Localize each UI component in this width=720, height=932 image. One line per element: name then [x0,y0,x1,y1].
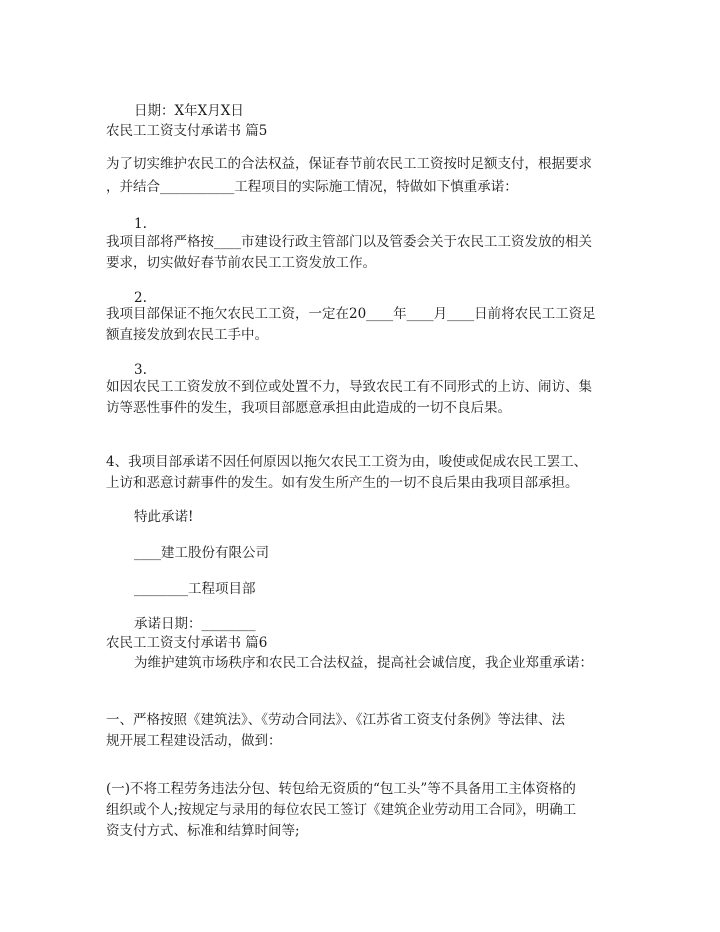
item-number: 1. [134,216,147,232]
paragraph-line: (一)不将工程劳务违法分包、转包给无资质的“包工头”等不具备用工主体资格的 [106,781,576,797]
paragraph-line: 我项目部保证不拖欠农民工工资，一定在20____年____月____日前将农民工工资足 [106,306,596,322]
paragraph-line: 为维护建筑市场秩序和农民工合法权益，提高社会诚信度，我企业郑重承诺： [134,655,593,671]
paragraph-line: 上访和恶意讨薪事件的发生。如有发生所产生的一切不良后果由我项目部承担。 [106,475,579,491]
closing-statement: 特此承诺! [134,509,194,525]
section-heading-6: 农民工工资支付承诺书 篇6 [106,635,268,651]
paragraph-line: 要求，切实做好春节前农民工工资发放工作。 [106,255,376,271]
paragraph-line: ，并结合___________工程项目的实际施工情况，特做如下慎重承诺： [106,179,518,195]
paragraph-line: 4、我项目部承诺不因任何原因以拖欠农民工工资为由，唆使或促成农民工罢工、 [106,454,588,470]
paragraph-line: 额直接发放到农民工手中。 [106,327,268,343]
paragraph-line: 访等恶性事件的发生，我项目部愿意承担由此造成的一切不良后果。 [106,400,511,416]
section-heading-5: 农民工工资支付承诺书 篇5 [106,123,268,139]
paragraph-line: 如因农民工工资发放不到位或处置不力，导致农民工有不同形式的上访、闹访、集 [106,379,592,395]
item-number: 2. [134,290,147,306]
paragraph-line: 组织或个人;按规定与录用的每位农民工签订《建筑企业劳动用工合同》，明确工 [106,802,577,818]
paragraph-line: 一、严格按照《建筑法》、《劳动合同法》、《江苏省工资支付条例》等法律、法 [106,712,565,728]
item-number: 3. [134,362,147,378]
paragraph-line: 我项目部将严格按____市建设行政主管部门以及管委会关于农民工工资发放的相关 [106,234,592,250]
company-signature: ____建工股份有限公司 [134,545,269,561]
paragraph-line: 规开展工程建设活动，做到： [106,733,282,749]
project-department-signature: ________工程项目部 [134,581,256,597]
paragraph-line: 为了切实维护农民工的合法权益，保证春节前农民工工资按时足额支付，根据要求 [106,156,592,172]
commitment-date: 承诺日期：________ [134,616,256,632]
date-line: 日期：X年X月X日 [134,103,244,119]
paragraph-line: 资支付方式、标准和结算时间等; [106,823,300,839]
